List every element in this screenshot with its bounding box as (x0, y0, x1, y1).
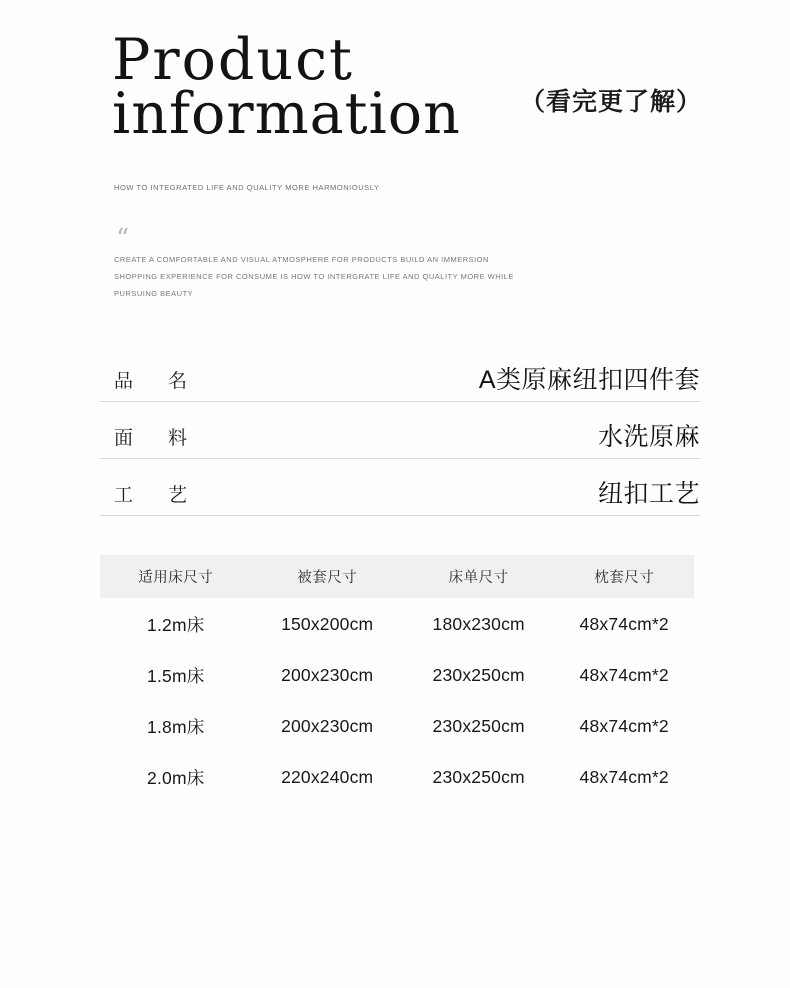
cell-pillowcase-size: 48x74cm*2 (579, 767, 669, 787)
table-row (100, 751, 694, 802)
spec-label: 品 名 (114, 371, 196, 392)
cell-pillowcase-size: 48x74cm*2 (579, 716, 669, 736)
column-header-pillowcase-size: 枕套尺寸 (554, 555, 694, 598)
quote-icon: “ (116, 224, 131, 254)
column-header-sheet-size: 床单尺寸 (403, 555, 554, 598)
page-title-line-2: information (112, 81, 461, 148)
cell-sheet-size: 230x250cm (432, 665, 525, 685)
column-header-bed-size: 适用床尺寸 (100, 555, 251, 598)
cell-duvet-size: 150x200cm (281, 614, 374, 634)
cell-bed-size: 1.5m床 (147, 666, 205, 686)
size-table-body (100, 598, 694, 802)
spec-value: 水洗原麻 (597, 423, 700, 451)
header-badge: （看完更了解） (520, 88, 703, 116)
table-row (100, 598, 694, 649)
cell-pillowcase-size: 48x74cm*2 (579, 614, 669, 634)
table-row (100, 700, 694, 751)
cell-pillowcase-size: 48x74cm*2 (579, 665, 669, 685)
table-row (100, 649, 694, 700)
spec-list (100, 355, 700, 516)
header-blurb: CREATE A COMFORTABLE AND VISUAL ATMOSPHERE FOR PRODUCTS BUILD AN IMMERSION SHOPPING EXPERIENCE FOR CONSUME IS HOW TO INTERGRATE LIFE AND QUALITY MORE WHILE PURSUING BEAUTY (114, 255, 514, 298)
spec-label: 面 料 (114, 428, 196, 449)
spec-row (100, 355, 700, 402)
header-subtitle: HOW TO INTEGRATED LIFE AND QUALITY MORE HARMONIOUSLY (114, 183, 380, 192)
spec-value: A类原麻纽扣四件套 (478, 366, 700, 394)
cell-duvet-size: 200x230cm (281, 665, 374, 685)
cell-sheet-size: 230x250cm (432, 767, 525, 787)
cell-bed-size: 2.0m床 (147, 768, 205, 788)
cell-bed-size: 1.8m床 (147, 717, 205, 737)
column-header-duvet-size: 被套尺寸 (251, 555, 402, 598)
size-table-head (100, 555, 694, 598)
cell-sheet-size: 180x230cm (432, 614, 525, 634)
cell-duvet-size: 220x240cm (281, 767, 374, 787)
spec-label: 工 艺 (114, 485, 196, 506)
page-title-line-1: Product (112, 27, 354, 93)
spec-value: 纽扣工艺 (597, 480, 700, 508)
spec-row (100, 469, 700, 516)
cell-duvet-size: 200x230cm (281, 716, 374, 736)
table-header-row (100, 555, 694, 598)
size-table (100, 555, 694, 802)
spec-row (100, 412, 700, 459)
cell-sheet-size: 230x250cm (432, 716, 525, 736)
cell-bed-size: 1.2m床 (147, 615, 205, 635)
